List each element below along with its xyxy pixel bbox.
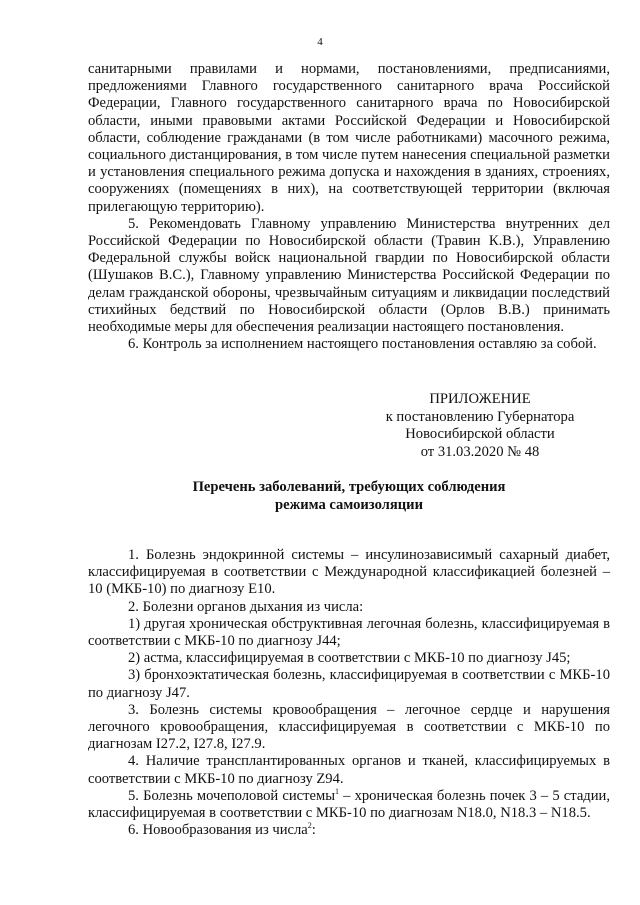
list-item: 2. Болезни органов дыхания из числа:: [128, 598, 364, 615]
list-title: [88, 478, 610, 514]
appendix-region: Новосибирской области: [405, 426, 555, 443]
list-item: 3. Болезнь системы кровообращения – легочное сердце и нарушения легочного кровообращения, классифицируемая в соответствии с МКБ-10 по диагнозам I27.2, I27.8, I27.9.: [88, 701, 610, 753]
page-number: 4: [317, 36, 323, 48]
appendix-label: ПРИЛОЖЕНИЕ: [429, 391, 531, 407]
top-text-block: [88, 61, 610, 353]
appendix-date-number: от 31.03.2020 № 48: [420, 443, 540, 460]
paragraph-5: 5. Рекомендовать Главному управлению Министерства внутренних дел Российской Федерации по Новосибирской области (Травин К.В.), Управлению Федеральной службы войск национальной гвардии по Новосибирской области (Шушаков В.С.), Главному управлению Министерства Российской Федерации по делам гражданской обороны, чрезвычайным ситуациям и ликвидации последствий стихийных бедствий по Новосибирской области (Орлов В.В.) принимать необходимые меры для обеспечения реализации настоящего постановления.: [88, 215, 610, 336]
item6-text: 6. Новообразования из числа: [128, 822, 308, 839]
item6-colon: :: [311, 822, 316, 839]
appendix-header: [350, 391, 610, 461]
list-item-6: [88, 822, 610, 839]
list-item: 1. Болезнь эндокринной системы – инсулинозависимый сахарный диабет, классифицируемая в соответствии с Международной классификацией болезней – 10 (МКБ-10) по диагнозу E10.: [88, 547, 610, 598]
list-item: 4. Наличие трансплантированных органов и тканей, классифицируемых в соответствии с МКБ-10 по диагнозу Z94.: [88, 753, 610, 787]
footnote-ref-2: 2: [307, 821, 312, 831]
paragraph-6: 6. Контроль за исполнением настоящего постановления оставляю за собой.: [128, 336, 597, 353]
list-item-5: [88, 788, 610, 822]
list-title-line-2: режима самоизоляции: [275, 497, 423, 513]
list-item: 2) астма, классифицируемая в соответствии с МКБ-10 по диагнозу J45;: [128, 650, 571, 667]
paragraph-continuation: санитарными правилами и нормами, постановлениями, предписаниями, предложениями Главного государственного санитарного врача Российской Федерации, Главного государственного санитарного врача по Новосибирской области, иными правовыми актами Российской Федерации и Новосибирской области, соблюдение гражданами (в том числе работниками) масочного режима, социального дистанцирования, в том числе путем нанесения специальной разметки и установления специального режима допуска и нахождения в зданиях, строениях, сооружениях (помещениях в них), на соответствующей территории (включая прилегающую территорию).: [88, 61, 610, 215]
list-item: 3) бронхоэктатическая болезнь, классифицируемая в соответствии с МКБ-10 по диагнозу J47.: [88, 667, 610, 701]
item5-text-start: 5. Болезнь мочеполовой системы: [128, 787, 336, 804]
list-title-line-1: Перечень заболеваний, требующих соблюдения: [192, 479, 506, 495]
appendix-to-resolution: к постановлению Губернатора: [385, 408, 575, 425]
footnote-ref-1: 1: [335, 786, 340, 796]
list-item: 1) другая хроническая обструктивная легочная болезнь, классифицируемая в соответствии с МКБ-10 по диагнозу J44;: [88, 615, 610, 650]
item5-text-end: – хроническая болезнь почек 3 – 5 стадии, классифицируемая в соответствии с МКБ-10 по диагнозам N18.0, N18.3 – N18.5.: [88, 787, 610, 822]
disease-list: [88, 547, 610, 839]
